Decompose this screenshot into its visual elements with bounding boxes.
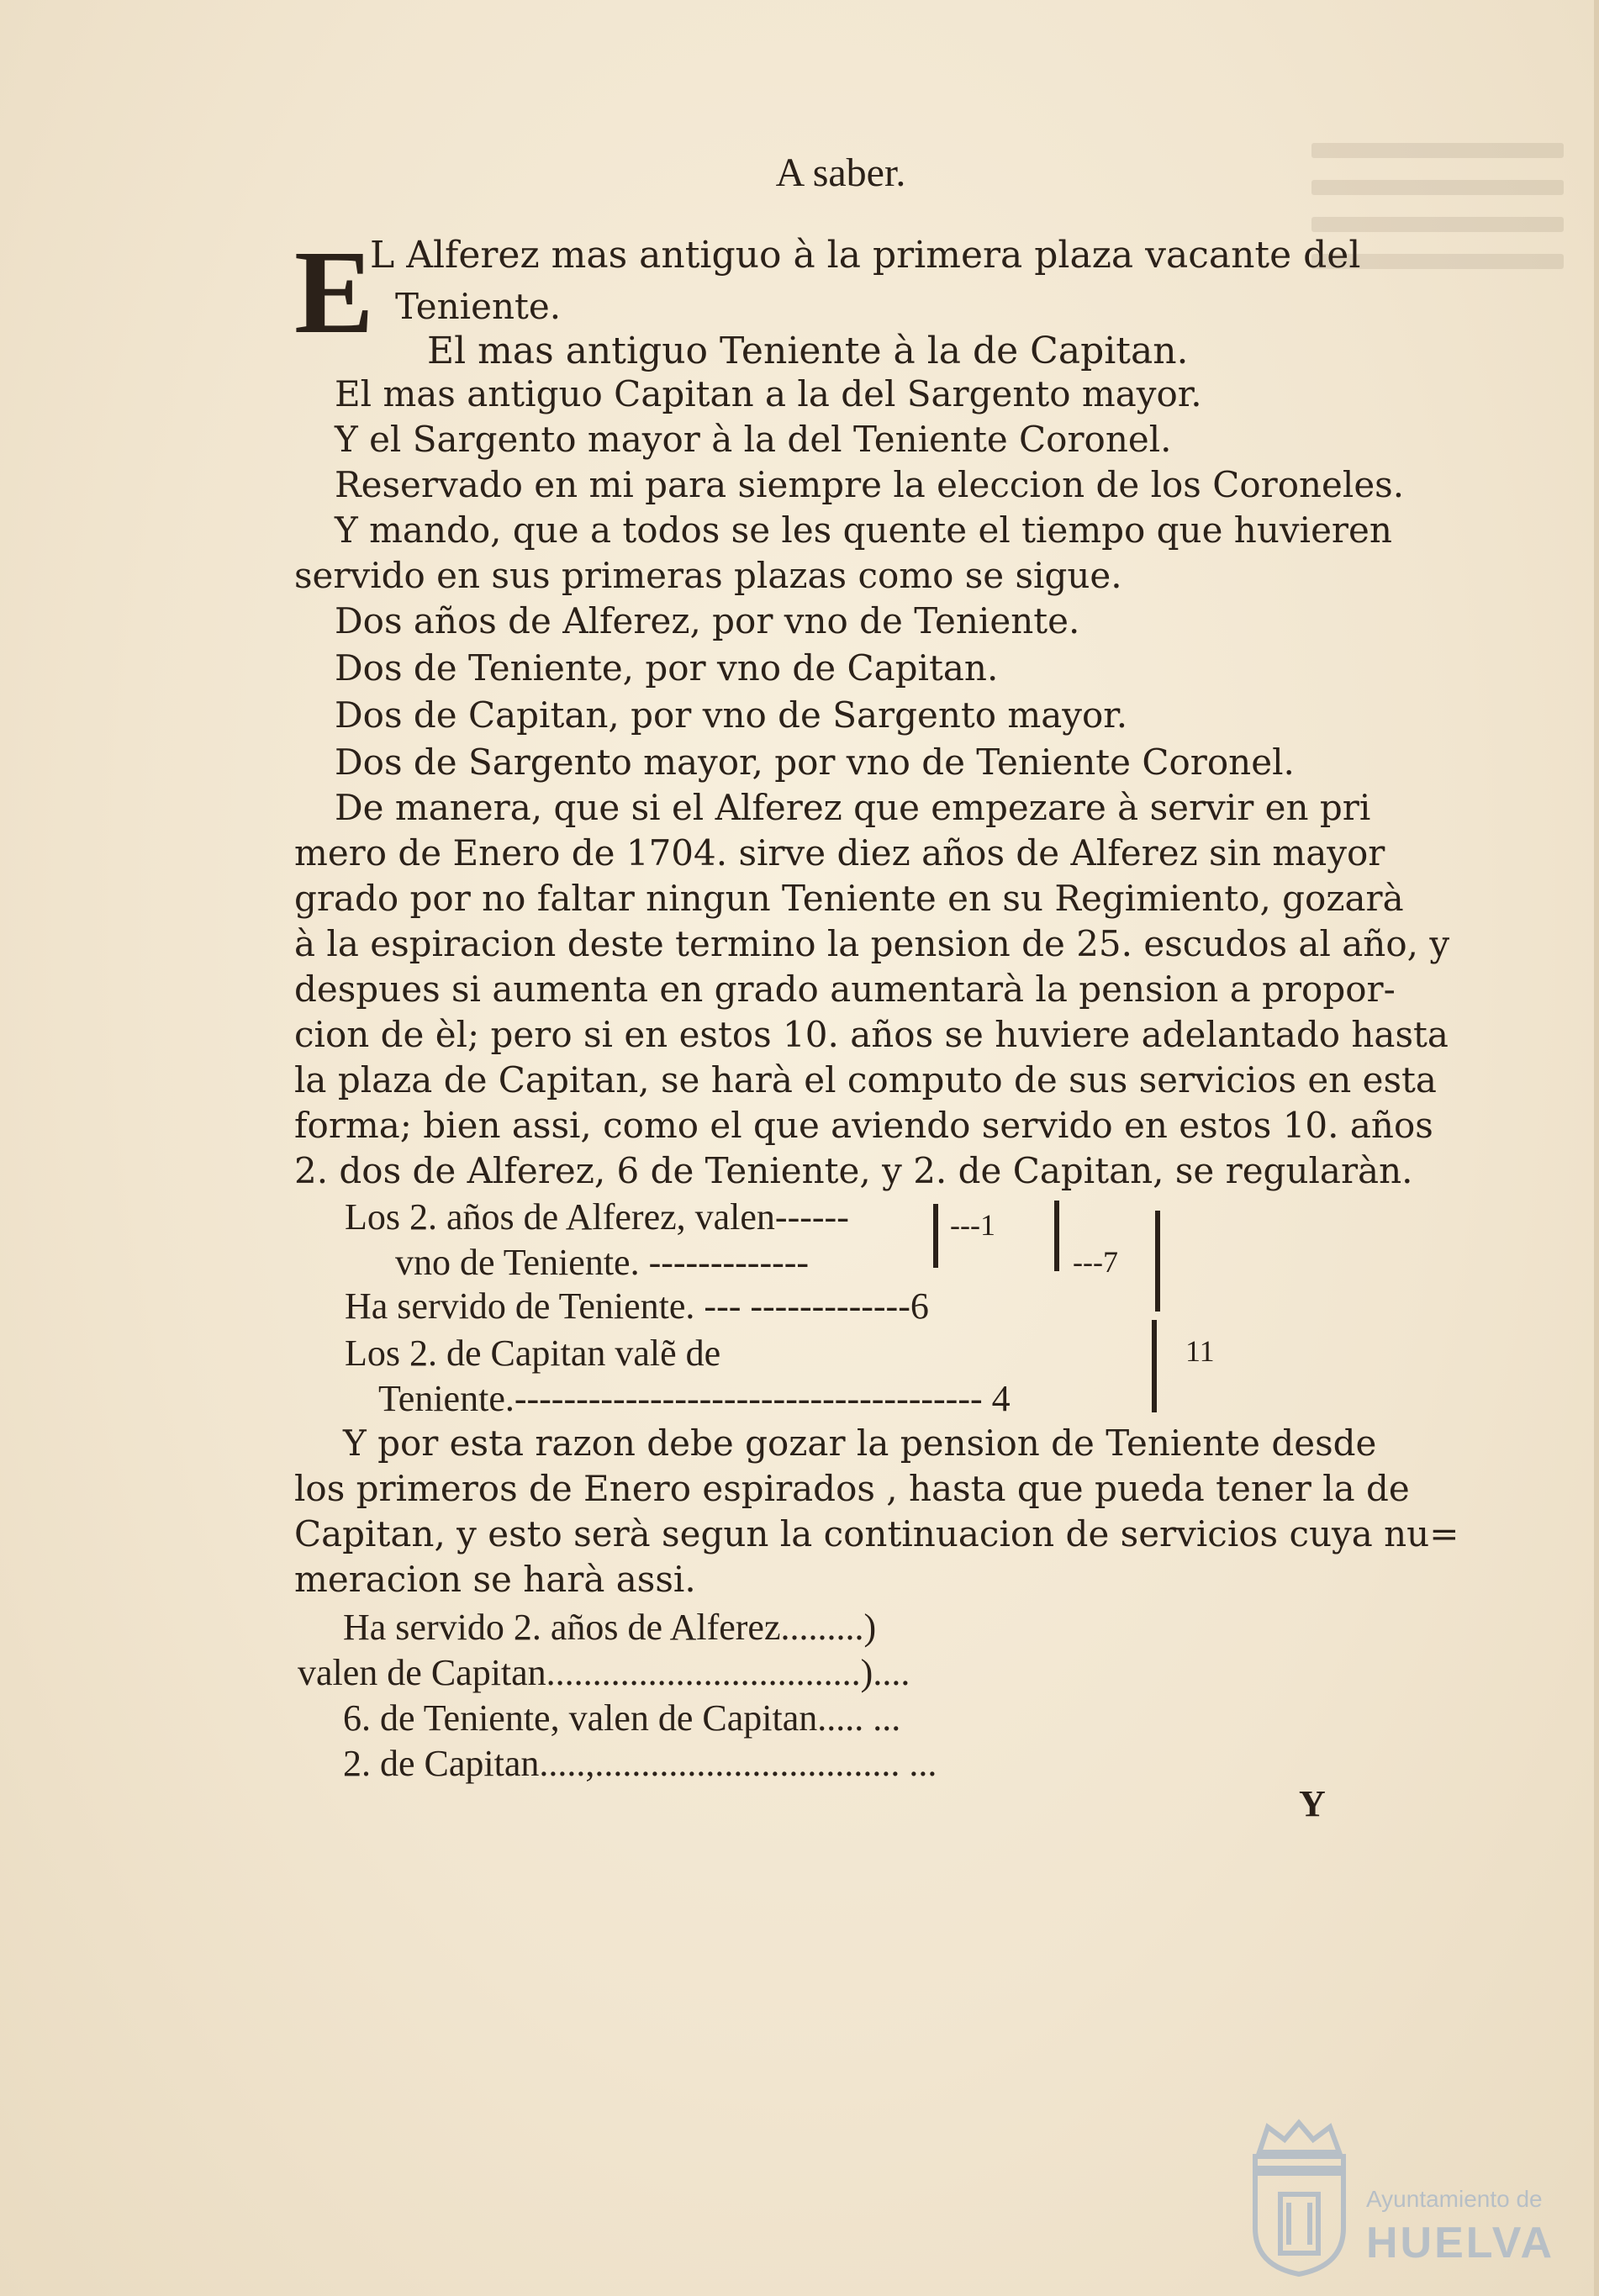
watermark-line2: HUELVA xyxy=(1366,2219,1555,2267)
text-line: El mas antiguo Capitan a la del Sargento mayor. xyxy=(335,373,1202,414)
calc-row: Teniente.-------------------------------------- 4 xyxy=(378,1378,1011,1419)
text-line: El mas antiguo Teniente à la de Capitan. xyxy=(427,330,1189,372)
calc-row: 2. de Capitan.....,................................. ... xyxy=(343,1743,937,1784)
huelva-seal-icon xyxy=(1243,2119,1356,2278)
text-line: Y el Sargento mayor à la del Teniente Coronel. xyxy=(335,419,1172,460)
text-line: Capitan, y esto serà segun la continuacion de servicios cuya nu= xyxy=(294,1513,1459,1554)
calc-row: valen de Capitan..................................).... xyxy=(298,1652,910,1693)
text-line: Teniente. xyxy=(395,286,562,327)
text-line: Y mando, que a todos se les quente el tiempo que huvieren xyxy=(335,509,1392,551)
bracket-line xyxy=(1155,1211,1160,1312)
page-edge xyxy=(1594,0,1599,2296)
bracket-line xyxy=(1054,1201,1059,1271)
drop-cap: E xyxy=(294,225,374,358)
bracket-line xyxy=(933,1204,938,1268)
calc-value: 11 xyxy=(1185,1334,1215,1368)
calc-row: Los 2. años de Alferez, valen------ xyxy=(345,1196,849,1238)
text-line: à la espiracion deste termino la pension de 25. escudos al año, y xyxy=(294,923,1450,964)
calc-value: ---7 xyxy=(1073,1245,1118,1279)
text-line: Dos años de Alferez, por vno de Teniente. xyxy=(335,600,1080,641)
text-line: Dos de Sargento mayor, por vno de Teniente Coronel. xyxy=(335,742,1295,783)
calc-row: 6. de Teniente, valen de Capitan..... ... xyxy=(343,1697,901,1739)
text-line: forma; bien assi, como el que aviendo servido en estos 10. años xyxy=(294,1105,1433,1146)
text-line: Reservado en mi para siempre la eleccion de los Coroneles. xyxy=(335,464,1405,505)
text-line: L Alferez mas antiguo à la primera plaza vacante del xyxy=(370,234,1361,277)
page-heading: A saber. xyxy=(775,150,906,195)
calc-row: vno de Teniente. ------------- xyxy=(395,1242,810,1283)
calc-value: ---1 xyxy=(950,1208,995,1242)
text-line: la plaza de Capitan, se harà el computo de sus servicios en esta xyxy=(294,1059,1437,1100)
catchword: Y xyxy=(1299,1783,1326,1824)
text-line: grado por no faltar ningun Teniente en su Regimiento, gozarà xyxy=(294,878,1404,919)
text-line: cion de èl; pero si en estos 10. años se huviere adelantado hasta xyxy=(294,1014,1449,1055)
calc-row: Ha servido 2. años de Alferez.........) xyxy=(343,1607,877,1648)
watermark-line1: Ayuntamiento de xyxy=(1366,2186,1543,2212)
text-line: meracion se harà assi. xyxy=(294,1559,696,1600)
text-line: los primeros de Enero espirados , hasta que pueda tener la de xyxy=(294,1468,1410,1509)
calc-row: Los 2. de Capitan valẽ de xyxy=(345,1333,721,1374)
calc-row: Ha servido de Teniente. --- -------------6 xyxy=(345,1285,929,1327)
text-line: mero de Enero de 1704. sirve diez años de Alferez sin mayor xyxy=(294,832,1385,874)
text-line: servido en sus primeras plazas como se sigue. xyxy=(294,555,1122,596)
text-line: Y por esta razon debe gozar la pension de Teniente desde xyxy=(343,1422,1377,1464)
text-line: 2. dos de Alferez, 6 de Teniente, y 2. de Capitan, se regularàn. xyxy=(294,1150,1413,1191)
text-line: despues si aumenta en grado aumentarà la pension a propor- xyxy=(294,969,1396,1010)
text-line: Dos de Teniente, por vno de Capitan. xyxy=(335,647,999,689)
text-line: Dos de Capitan, por vno de Sargento mayor. xyxy=(335,694,1128,736)
bracket-line xyxy=(1152,1320,1157,1412)
text-line: De manera, que si el Alferez que empezare à servir en pri xyxy=(335,787,1371,828)
